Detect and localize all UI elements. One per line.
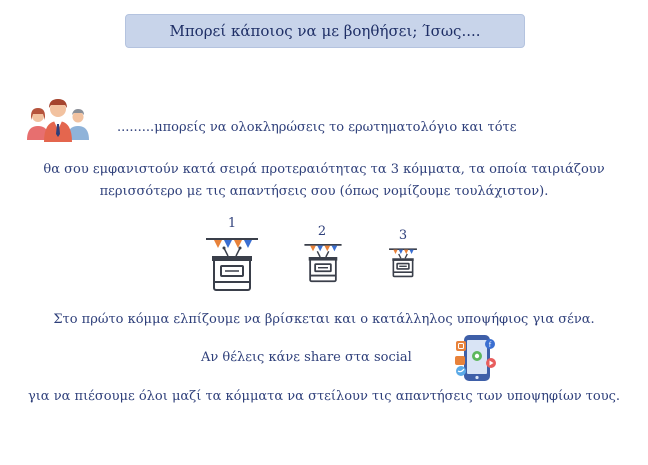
podium-icon-2	[303, 240, 343, 284]
people-icon	[24, 96, 92, 142]
description-line-2: περισσότερο με τις απαντήσεις σου (όπως νομίζουμε τουλάχιστον).	[99, 184, 549, 199]
podium-icon-1	[204, 234, 260, 292]
rank-number-1: 1	[227, 216, 237, 231]
hope-text: Στο πρώτο κόμμα ελπίζουμε να βρίσκεται και ο κατάλληλος υποψήφιος για σένα.	[53, 312, 595, 327]
rank-number-2: 2	[317, 224, 327, 239]
page-title-banner	[125, 14, 525, 48]
rank-number-3: 3	[398, 228, 408, 243]
description-line-1: θα σου εμφανιστούν κατά σειρά προτεραιότητας τα 3 κόμματα, τα οποία ταιριάζουν	[43, 162, 605, 177]
social-phone-icon	[452, 334, 500, 382]
intro-text: .........μπορείς να ολοκληρώσεις το ερωτηματολόγιο και τότε	[117, 120, 517, 135]
share-text: Αν θέλεις κάνε share στα social	[201, 350, 412, 365]
page-title: Μπορεί κάποιος να με βοηθήσει; Ίσως....	[169, 22, 481, 40]
closing-text: για να πιέσουμε όλοι μαζί τα κόμματα να στείλουν τις απαντήσεις των υποψηφίων τους.	[27, 389, 621, 404]
podium-icon-3	[388, 246, 418, 278]
svg-text:f: f	[488, 341, 492, 349]
